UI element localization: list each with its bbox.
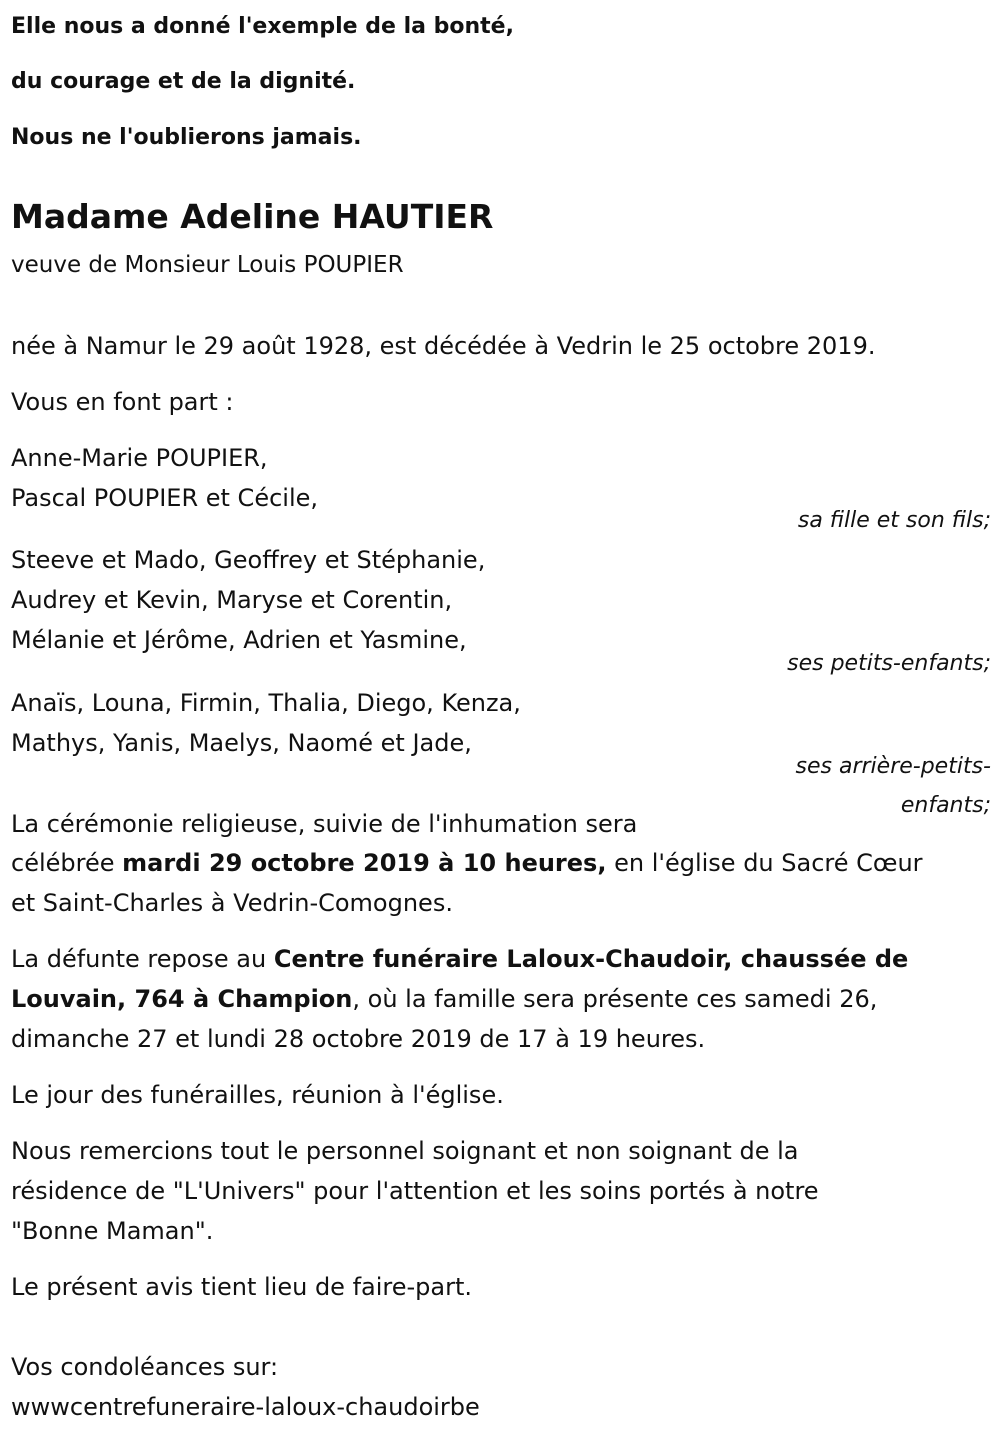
rest-line-1-pre: La défunte repose au <box>11 945 274 973</box>
grandchildren-line-3: Mélanie et Jérôme, Adrien et Yasmine, <box>11 626 467 654</box>
child-2: Pascal POUPIER et Cécile, <box>11 484 319 512</box>
thanks-line-3: "Bonne Maman". <box>11 1217 214 1245</box>
thanks-line-2: résidence de "L'Univers" pour l'attention et les soins portés à notre <box>11 1177 819 1205</box>
ceremony-line-1: La cérémonie religieuse, suivie de l'inhumation sera <box>11 810 638 838</box>
child-1: Anne-Marie POUPIER, <box>11 444 268 472</box>
notice-line: Le présent avis tient lieu de faire-part. <box>11 1273 473 1301</box>
condolences-label: Vos condoléances sur: <box>11 1353 279 1381</box>
children-relation: sa fille et son fils; <box>797 508 991 533</box>
grandchildren-relation: ses petits-enfants; <box>787 651 991 676</box>
great-grandchildren-relation-1: ses arrière-petits- <box>795 754 991 779</box>
ceremony-date: mardi 29 octobre 2019 à 10 heures, <box>122 849 607 877</box>
great-grandchildren-relation-2: enfants; <box>900 793 991 818</box>
grandchildren-line-1: Steeve et Mado, Geoffrey et Stéphanie, <box>11 546 486 574</box>
grandchildren-line-2: Audrey et Kevin, Maryse et Corentin, <box>11 586 453 614</box>
epitaph-line-3: Nous ne l'oublierons jamais. <box>11 125 362 150</box>
meeting-line: Le jour des funérailles, réunion à l'église. <box>11 1081 504 1109</box>
rest-line-1 <box>11 944 908 974</box>
birth-death-line: née à Namur le 29 août 1928, est décédée à Vedrin le 25 octobre 2019. <box>11 332 876 360</box>
great-grandchildren-line-1: Anaïs, Louna, Firmin, Thalia, Diego, Kenza, <box>11 689 521 717</box>
funeral-home: Centre funéraire Laloux-Chaudoir, chaussée de <box>273 945 909 973</box>
condolences-url: wwwcentrefuneraire-laloux-chaudoirbe <box>11 1393 480 1421</box>
great-grandchildren-line-2: Mathys, Yanis, Maelys, Naomé et Jade, <box>11 729 472 757</box>
epitaph-line-1: Elle nous a donné l'exemple de la bonté, <box>11 14 514 39</box>
rest-line-3: dimanche 27 et lundi 28 octobre 2019 de 17 à 19 heures. <box>11 1025 706 1053</box>
epitaph-line-2: du courage et de la dignité. <box>11 69 356 94</box>
ceremony-line-2-pre: célébrée <box>11 849 123 877</box>
ceremony-line-2-post: en l'église du Sacré Cœur <box>606 849 923 877</box>
thanks-line-1: Nous remercions tout le personnel soignant et non soignant de la <box>11 1137 799 1165</box>
announcers-intro: Vous en font part : <box>11 388 234 416</box>
spouse-line: veuve de Monsieur Louis POUPIER <box>11 252 404 278</box>
funeral-home-address: Louvain, 764 à Champion <box>11 985 353 1013</box>
ceremony-line-3: et Saint-Charles à Vedrin-Comognes. <box>11 889 453 917</box>
rest-line-2 <box>11 984 877 1014</box>
deceased-name: Madame Adeline HAUTIER <box>11 197 494 236</box>
rest-line-2-post: , où la famille sera présente ces samedi 26, <box>352 985 878 1013</box>
ceremony-line-2 <box>11 848 923 878</box>
